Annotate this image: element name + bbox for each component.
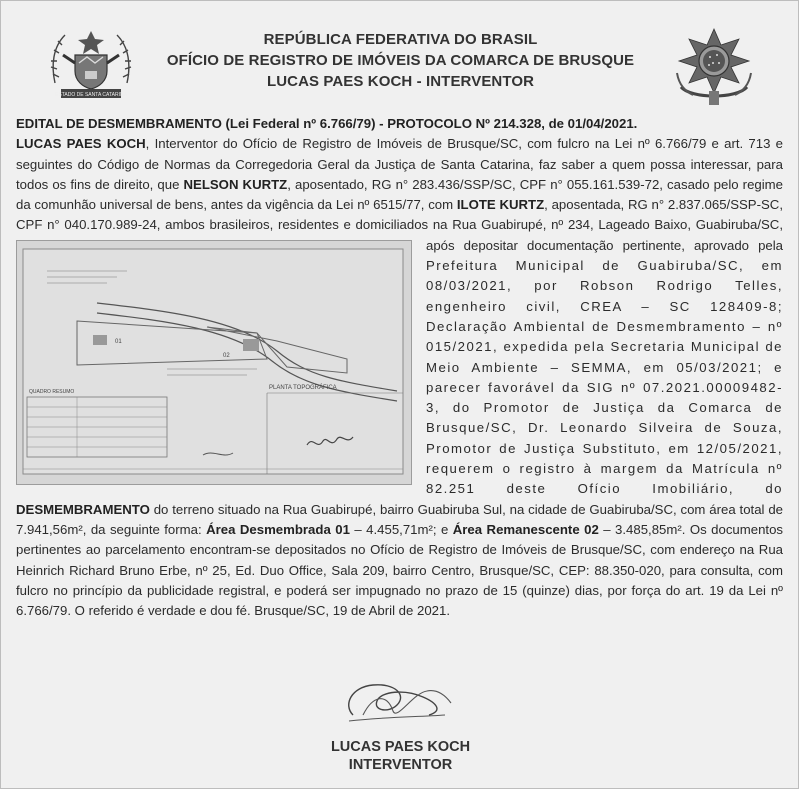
signer-role: INTERVENTOR bbox=[348, 757, 453, 773]
plan-area-01-label: 01 bbox=[115, 338, 122, 345]
edital-title: EDITAL DE DESMEMBRAMENTO (Lei Federal nº 6.766/79) - PROTOCOLO Nº 214.328, de 01/04/2021. bbox=[16, 116, 638, 131]
seal-left-text: ESTADO DE SANTA CATARINA bbox=[55, 92, 127, 98]
document-header bbox=[1, 29, 799, 92]
plan-title: PLANTA TOPOGRÁFICA bbox=[269, 384, 337, 391]
body-text-3: , aposentada, RG n° 2.837.065/SSP-SC, CPF n° 040.170.989-24, ambos brasileiros, residentes e domiciliados na Rua Guabirupé, nº 234, Lageado Baixo, Guabiruba/SC, após depositar documentação pertinente, aprovado pela bbox=[16, 197, 783, 253]
body-text-1: , Interventor do Ofício de Registro de Imóveis de Brusque/SC, com fulcro na Lei nº 6.766/79 e art. 713 e seguintes do Código de Normas da Corregedoria Geral da Justiça de Santa Catarina, faz saber a quem possa interessar, para todos os fins de direito, que bbox=[16, 136, 783, 192]
owner-name-1: NELSON KURTZ bbox=[183, 176, 288, 192]
topographic-plan-image bbox=[16, 240, 412, 485]
body-text-7: – 3.485,85m². Os documentos pertinentes ao parcelamento encontram-se depositados no Ofício de Registro de Imóveis de Brusque/SC, com endereço na Rua Heinrich Richard Bruno Erbe, nº 25, Ed. Duo Office, Sala 209, bairro Centro, Brusque/SC, CEP: 88.350-020, para consulta, com fulcro no princípio da publicidade registral, e poderá ser impugnado no prazo de 15 (quinze) dias, por força do art. 19 da Lei nº 6.766/79. O referido é verdade e dou fé. Brusque/SC, 19 de Abril de 2021. bbox=[16, 521, 784, 619]
signature-block bbox=[1, 738, 799, 774]
plan-legend-title: QUADRO RESUMO bbox=[29, 388, 75, 395]
body-text-4: Prefeitura Municipal de Guabiruba/SC, em 08/03/2021, por Robson Rodrigo Telles, engenheiro civil, CREA – SC 128409-8; Declaração Ambiental de Desmembramento – nº 015/2021, expedida pela Secretaria Municipal de Meio Ambiente – SEMMA, em 05/03/2021; e parecer favorável da SIG nº 07.2021.00009482-3, do Promotor de Justiça da Comarca de Brusque/SC, Dr. Leonardo Silveira de Souza, Promotor de Justiça Substituto, em 12/05/2021, requerem o registro à margem da Matrícula nº 82.251 deste Ofício Imobiliário, do bbox=[426, 258, 783, 497]
interventor-signature-icon bbox=[333, 671, 461, 731]
header-interventor: LUCAS PAES KOCH - INTERVENTOR bbox=[266, 73, 535, 90]
desmembramento-word: DESMEMBRAMENTO bbox=[16, 501, 150, 517]
header-republic: REPÚBLICA FEDERATIVA DO BRASIL bbox=[263, 31, 538, 48]
area-remanescente-label: Área Remanescente 02 bbox=[452, 521, 599, 537]
body-text-6: – 4.455,71m²; e bbox=[349, 521, 453, 537]
body-text-5: do terreno situado na Rua Guabirupé, bairro Guabiruba Sul, na cidade de Guabiruba/SC, com área total de 7.941,56m², da seguinte forma: bbox=[16, 501, 783, 537]
plan-area-02-label: 02 bbox=[223, 352, 230, 359]
owner-name-2: ILOTE KURTZ bbox=[456, 197, 545, 213]
interventor-name: LUCAS PAES KOCH bbox=[16, 136, 146, 152]
edital-body bbox=[16, 114, 783, 621]
area-desmembrada-label: Área Desmembrada 01 bbox=[206, 521, 350, 537]
body-text-2: , aposentado, RG n° 283.436/SSP/SC, CPF n° 055.161.539-72, casado pelo regime da comunhão universal de bens, antes da vigência da Lei nº 6515/77, com bbox=[16, 176, 783, 213]
header-office: OFÍCIO DE REGISTRO DE IMÓVEIS DA COMARCA DE BRUSQUE bbox=[166, 52, 635, 69]
signer-name: LUCAS PAES KOCH bbox=[330, 739, 471, 755]
